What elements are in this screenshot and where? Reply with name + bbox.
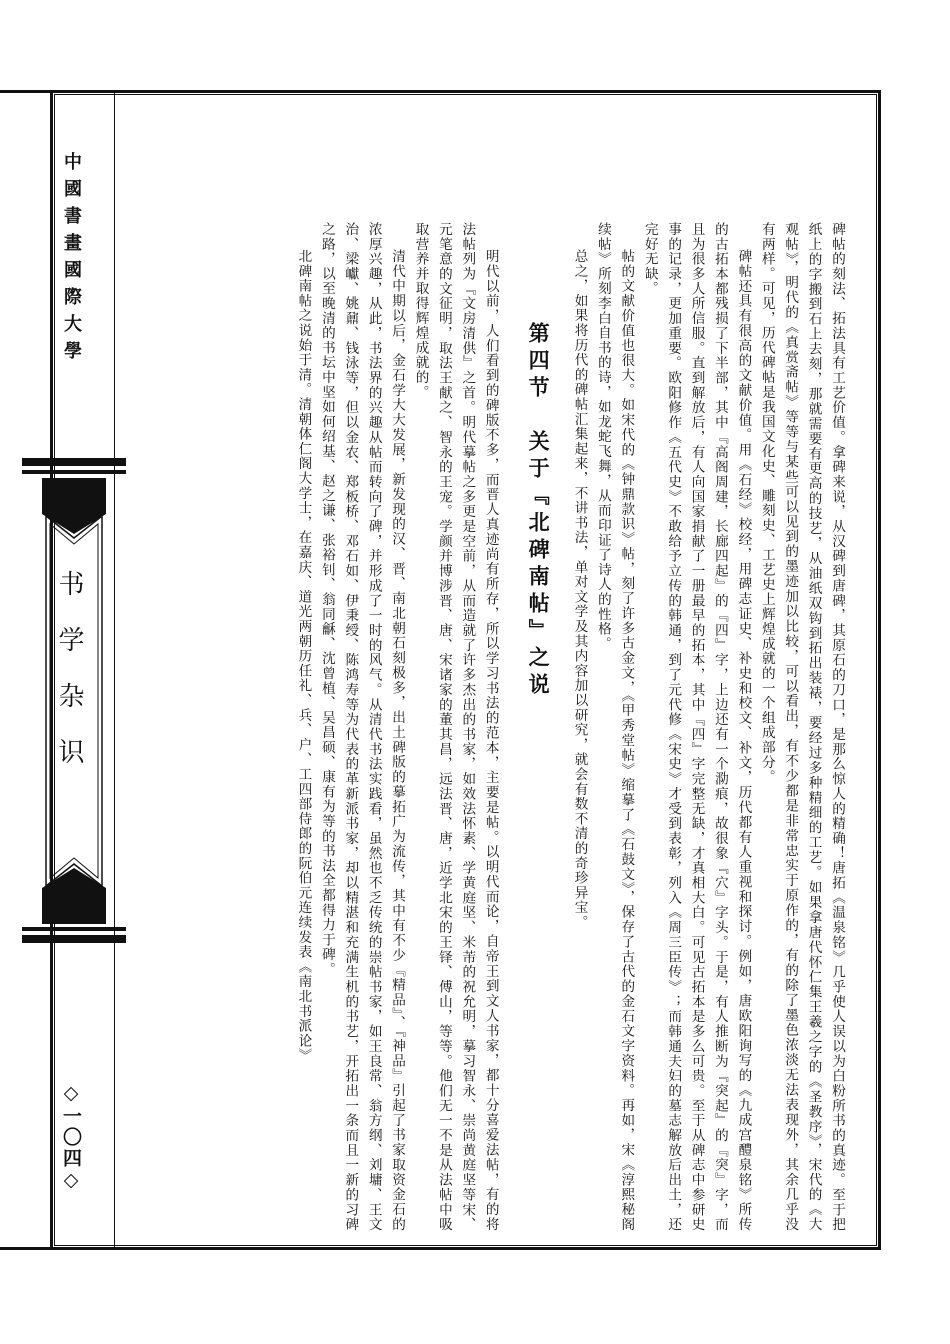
paragraph: 北碑南帖之说始于清。清朝体仁阁大学士，在嘉庆、道光两朝历任礼、兵、户、工四部侍郎的阮伯元连续发表《南北书派论》 xyxy=(295,249,312,1064)
paragraph: 帖的文献价值也很大。如宋代的《钟鼎款识》帖，刻了许多古金文，《甲秀堂帖》缩摹了《石鼓文》，保存了古代的金石文字资料。再如，宋《淳熙秘阁续帖》所刻李白自书的诗，如龙蛇飞舞，从而印证了诗人的性格。 xyxy=(594,222,635,1232)
body-text xyxy=(136,222,848,1232)
frame-top-edge xyxy=(0,90,50,93)
book-title: 书学杂识 xyxy=(54,570,84,794)
paragraph: 明代以前，人们看到的碑版不多，而晋人真迹尚有所存，所以学习书法的范本，主要是帖。以明代而论，自帝王到文人书家，都十分喜爱法帖，有的将法帖列为『文房清供』之首。明代摹帖之多更是空前，从而造就了许多杰出的书家，如效法怀素、学黄庭坚、米芾的祝允明，摹习智永、崇尚黄庭坚等宋、元笔意的文征明，取法王献之、智永的王宠。学颜并博涉晋、唐、宋诸家的董其昌，远法晋、唐，近学北宋的王铎、傅山，等等。他们无一不是从法帖中吸取营养并取得辉煌成就的。 xyxy=(412,222,499,1232)
section-heading: 第四节 关于『北碑南帖』之说 xyxy=(526,322,551,700)
frame-bottom-edge xyxy=(0,1247,50,1250)
university-name: 中國書畫國際大學 xyxy=(61,152,82,368)
page-number: ◇一〇四◇ xyxy=(60,1082,82,1193)
paragraph: 总之，如果将历代的碑帖汇集起来，不讲书法，单对文学及其内容加以研究，就会有数不清的奇珍异宝。 xyxy=(571,249,588,930)
paragraph: 碑帖还具有很高的文献价值。用《石经》校经，用碑志证史、补史和校文、补文，历代都有人重视和探讨。例如，唐欧阳询写的《九成宫醴泉铭》所传的古拓本都残损了下半部，其中『高阁周建，长廊四起』的『四』字，上边还有一个泐痕，故很象『穴』字头。于是，有人推断为『突起』的『突』字，而且为很多人所信服。直到解放后，有人向国家捐献了一册最早的拓本，其中『四』字完整无缺，才真相大白。可见古拓本是多么可贵。至于从碑志中参研史事的记录，更加重要。欧阳修作《五代史》不敢给予立传的韩通，到了元代修《宋史》才受到表彰，列入《周三臣传》；而韩通夫妇的墓志解放后出土，还完好无缺。 xyxy=(641,222,752,1232)
paragraph: 碑帖的刻法、拓法具有工艺价值。拿碑来说，从汉碑到唐碑，其原石的刀口，是那么惊人的精确！唐拓《温泉铭》几乎使人误以为白粉所书的真迹。至于把纸上的字搬到石上去刻，那就需要有更高的技艺，从油纸双钩到拓出装裱，要经过多种精细的工艺。如果拿唐代怀仁集王羲之字的《圣教序》，宋代的《大观帖》，明代的《真赏斋帖》等等与某些可以见到的墨迹加以比较，可以看出，有不少都是非常忠实于原作的，有的除了墨色浓淡无法表现外，其余几乎没有两样。可见，历代碑帖是我国文化史、雕刻史、工艺史上辉煌成就的一个组成部分。 xyxy=(758,222,845,1232)
paragraph: 清代中期以后，金石学大大发展，新发现的汉、晋、南北朝石刻极多，出土碑版的摹拓广为流传，其中有不少『精品』、『神品』引起了书家取资金石的浓厚兴趣，从此，书法界的兴趣从帖而转向了碑，并形成了一时的风气。从清代书法实践看，虽然也不乏传统的崇帖书家，如王良常、翁方纲、刘墉、王文治、梁巘、姚鼐、钱泳等，但以金农、郑板桥、邓石如、伊秉绶、陈鸿寿等为代表的革新派书家，却以精湛和充满生机的书艺，开拓出一条而且一新的习碑之路，以至晚清的书坛中坚如何绍基、赵之谦、张裕钊、翁同龢、沈曾植、吴昌硕、康有为等的书法全都得力于碑。 xyxy=(318,222,406,1232)
